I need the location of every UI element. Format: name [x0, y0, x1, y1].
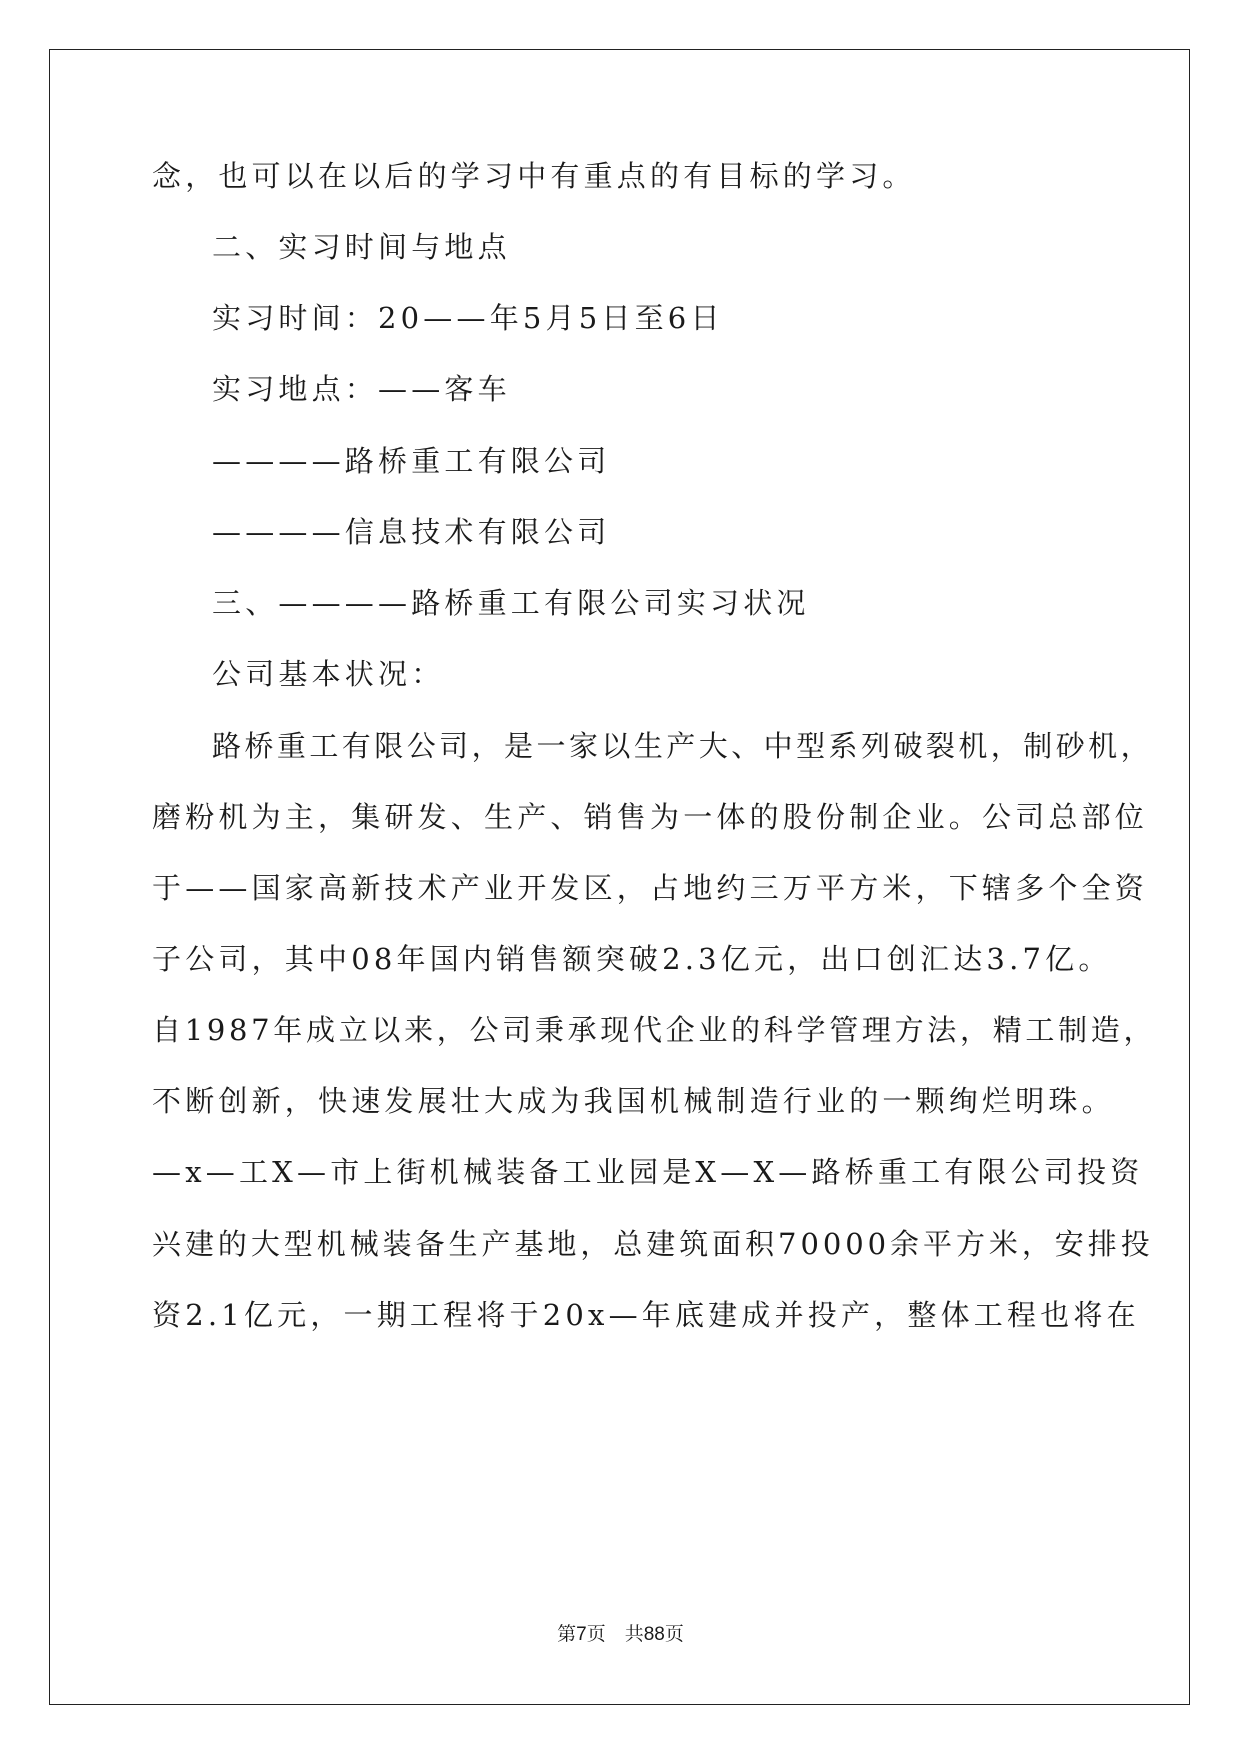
footer-current-page: 7 [576, 1624, 587, 1645]
body-line: 不断创新，快速发展壮大成为我国机械制造行业的一颗绚烂明珠。 [152, 1084, 1115, 1118]
body-line: 于——国家高新技术产业开发区，占地约三万平方米，下辖多个全资 [152, 871, 1149, 905]
footer-suffix: 页 [664, 1623, 684, 1645]
body-line: 实习时间：20——年5月5日至6日 [212, 301, 724, 335]
body-line: 实习地点：——客车 [212, 372, 511, 406]
body-line: 资2.1亿元，一期工程将于20x—年底建成并投产，整体工程也将在 [152, 1298, 1140, 1332]
body-line: —x—工X—市上街机械装备工业园是X—X—路桥重工有限公司投资 [152, 1155, 1144, 1189]
body-line: ————路桥重工有限公司 [212, 444, 611, 478]
body-line: 兴建的大型机械装备生产基地，总建筑面积70000余平方米，安排投 [152, 1227, 1154, 1261]
body-line: 念，也可以在以后的学习中有重点的有目标的学习。 [152, 159, 916, 193]
footer-mid: 页 共 [586, 1623, 644, 1645]
section-heading: 三、————路桥重工有限公司实习状况 [212, 586, 810, 620]
page-footer [0, 1622, 1241, 1647]
body-line: 路桥重工有限公司，是一家以生产大、中型系列破裂机，制砂机， [212, 729, 1154, 763]
footer-total-pages: 88 [643, 1624, 665, 1645]
body-line: 公司基本状况： [212, 657, 445, 691]
body-line: 磨粉机为主，集研发、生产、销售为一体的股份制企业。公司总部位 [152, 800, 1149, 834]
body-line: 子公司，其中08年国内销售额突破2.3亿元，出口创汇达3.7亿。 [152, 942, 1112, 976]
body-line: 自1987年成立以来，公司秉承现代企业的科学管理方法，精工制造， [152, 1013, 1157, 1047]
body-line: ————信息技术有限公司 [212, 515, 611, 549]
section-heading: 二、实习时间与地点 [212, 230, 511, 264]
footer-prefix: 第 [557, 1623, 577, 1645]
